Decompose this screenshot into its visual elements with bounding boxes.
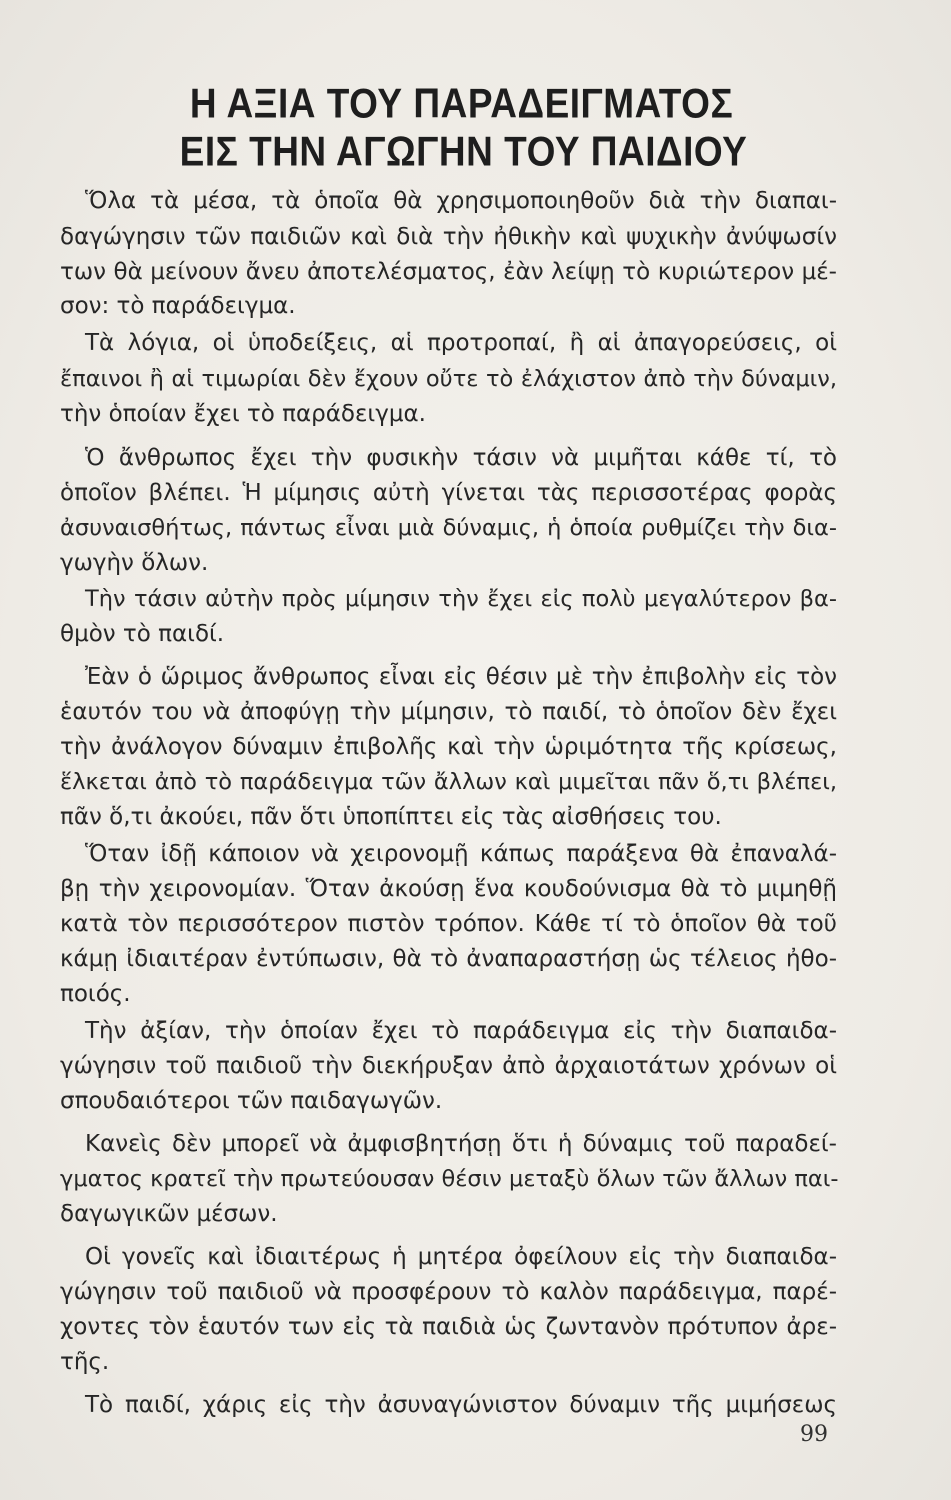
text-line: σον: τὸ παράδειγμα. bbox=[60, 293, 296, 319]
text-line: γώγησιν τοῦ παιδιοῦ τὴν διεκήρυξαν ἀπὸ ἀρχαιοτάτων χρόνων οἱ bbox=[60, 1053, 837, 1079]
text-line: Ὅλα τὰ μέσα, τὰ ὁποῖα θὰ χρησιμοποιηθοῦν διὰ τὴν διαπαι- bbox=[85, 188, 837, 214]
text-line: ἑαυτόν του νὰ ἀποφύγῃ τὴν μίμησιν, τὸ παιδί, τὸ ὁποῖον δὲν ἔχει bbox=[60, 699, 837, 725]
page-number: 99 bbox=[800, 1422, 828, 1447]
text-line: βῃ τὴν χειρονομίαν. Ὅταν ἀκούσῃ ἕνα κουδούνισμα θὰ τὸ μιμηθῇ bbox=[60, 876, 837, 902]
text-line: Ἐὰν ὁ ὥριμος ἄνθρωπος εἶναι εἰς θέσιν μὲ τὴν ἐπιβολὴν εἰς τὸν bbox=[85, 664, 837, 690]
text-line: δαγωγικῶν μέσων. bbox=[60, 1201, 278, 1227]
text-line: κάμῃ ἰδιαιτέραν ἐντύπωσιν, θὰ τὸ ἀναπαραστήσῃ ὡς τέλειος ἠθο- bbox=[60, 946, 837, 972]
text-line: τὴν ἀνάλογον δύναμιν ἐπιβολῆς καὶ τὴν ὡριμότητα τῆς κρίσεως, bbox=[60, 734, 837, 760]
text-line: των θὰ μείνουν ἄνευ ἀποτελέσματος, ἐὰν λείψῃ τὸ κυριώτερον μέ- bbox=[60, 259, 837, 285]
text-line: Τὸ παιδί, χάρις εἰς τὴν ἀσυναγώνιστον δύναμιν τῆς μιμήσεως bbox=[85, 1392, 837, 1418]
text-line: Ὁ ἄνθρωπος ἔχει τὴν φυσικὴν τάσιν νὰ μιμῆται κάθε τί, τὸ bbox=[85, 445, 837, 471]
text-line: χοντες τὸν ἑαυτόν των εἰς τὰ παιδιὰ ὡς ζωντανὸν πρότυπον ἀρε- bbox=[60, 1314, 837, 1340]
text-line: κατὰ τὸν περισσότερον πιστὸν τρόπον. Κάθε τί τὸ ὁποῖον θὰ τοῦ bbox=[60, 911, 837, 937]
text-line: ἕλκεται ἀπὸ τὸ παράδειγμα τῶν ἄλλων καὶ μιμεῖται πᾶν ὅ,τι βλέπει, bbox=[60, 769, 837, 795]
text-line: Οἱ γονεῖς καὶ ἰδιαιτέρως ἡ μητέρα ὀφείλουν εἰς τὴν διαπαιδα- bbox=[85, 1244, 837, 1270]
text-line: τῆς. bbox=[60, 1349, 110, 1375]
text-line: ὁποῖον βλέπει. Ἡ μίμησις αὐτὴ γίνεται τὰς περισσοτέρας φορὰς bbox=[60, 480, 837, 506]
text-line: πᾶν ὅ,τι ἀκούει, πᾶν ὅτι ὑποπίπτει εἰς τὰς αἰσθήσεις του. bbox=[60, 804, 722, 830]
text-line: ἀσυναισθήτως, πάντως εἶναι μιὰ δύναμις, ἡ ὁποία ρυθμίζει τὴν δια- bbox=[60, 515, 837, 541]
chapter-title-line-1: Η ΑΞΙΑ ΤΟΥ ΠΑΡΑΔΕΙΓΜΑΤΟΣ bbox=[189, 80, 734, 127]
chapter-title-line-2: ΕΙΣ ΤΗΝ ΑΓΩΓΗΝ ΤΟΥ ΠΑΙΔΙΟΥ bbox=[179, 128, 748, 175]
text-line: Κανεὶς δὲν μπορεῖ νὰ ἀμφισβητήσῃ ὅτι ἡ δύναμις τοῦ παραδεί- bbox=[85, 1131, 837, 1157]
text-line: θμὸν τὸ παιδί. bbox=[60, 621, 225, 647]
text-line: Τὰ λόγια, οἱ ὑποδείξεις, αἱ προτροπαί, ἢ αἱ ἀπαγορεύσεις, οἱ bbox=[85, 330, 837, 356]
text-line: δαγώγησιν τῶν παιδιῶν καὶ διὰ τὴν ἠθικὴν καὶ ψυχικὴν ἀνύψωσίν bbox=[60, 224, 837, 250]
text-line: Τὴν ἀξίαν, τὴν ὁποίαν ἔχει τὸ παράδειγμα εἰς τὴν διαπαιδα- bbox=[85, 1018, 837, 1044]
text-line: σπουδαιότεροι τῶν παιδαγωγῶν. bbox=[60, 1088, 443, 1114]
text-line: Ὅταν ἰδῇ κάποιον νὰ χειρονομῇ κάπως παράξενα θὰ ἐπαναλά- bbox=[85, 841, 837, 867]
text-line: ποιός. bbox=[60, 981, 131, 1007]
text-line: γματος κρατεῖ τὴν πρωτεύουσαν θέσιν μεταξὺ ὅλων τῶν ἄλλων παι- bbox=[60, 1166, 839, 1192]
text-line: Τὴν τάσιν αὐτὴν πρὸς μίμησιν τὴν ἔχει εἰς πολὺ μεγαλύτερον βα- bbox=[85, 586, 837, 612]
text-line: ἔπαινοι ἢ αἱ τιμωρίαι δὲν ἔχουν οὔτε τὸ ἐλάχιστον ἀπὸ τὴν δύναμιν, bbox=[60, 366, 837, 392]
text-line: γώγησιν τοῦ παιδιοῦ νὰ προσφέρουν τὸ καλὸν παράδειγμα, παρέ- bbox=[60, 1279, 837, 1305]
text-line: τὴν ὁποίαν ἔχει τὸ παράδειγμα. bbox=[60, 401, 426, 427]
text-line: γωγὴν ὅλων. bbox=[60, 550, 209, 576]
